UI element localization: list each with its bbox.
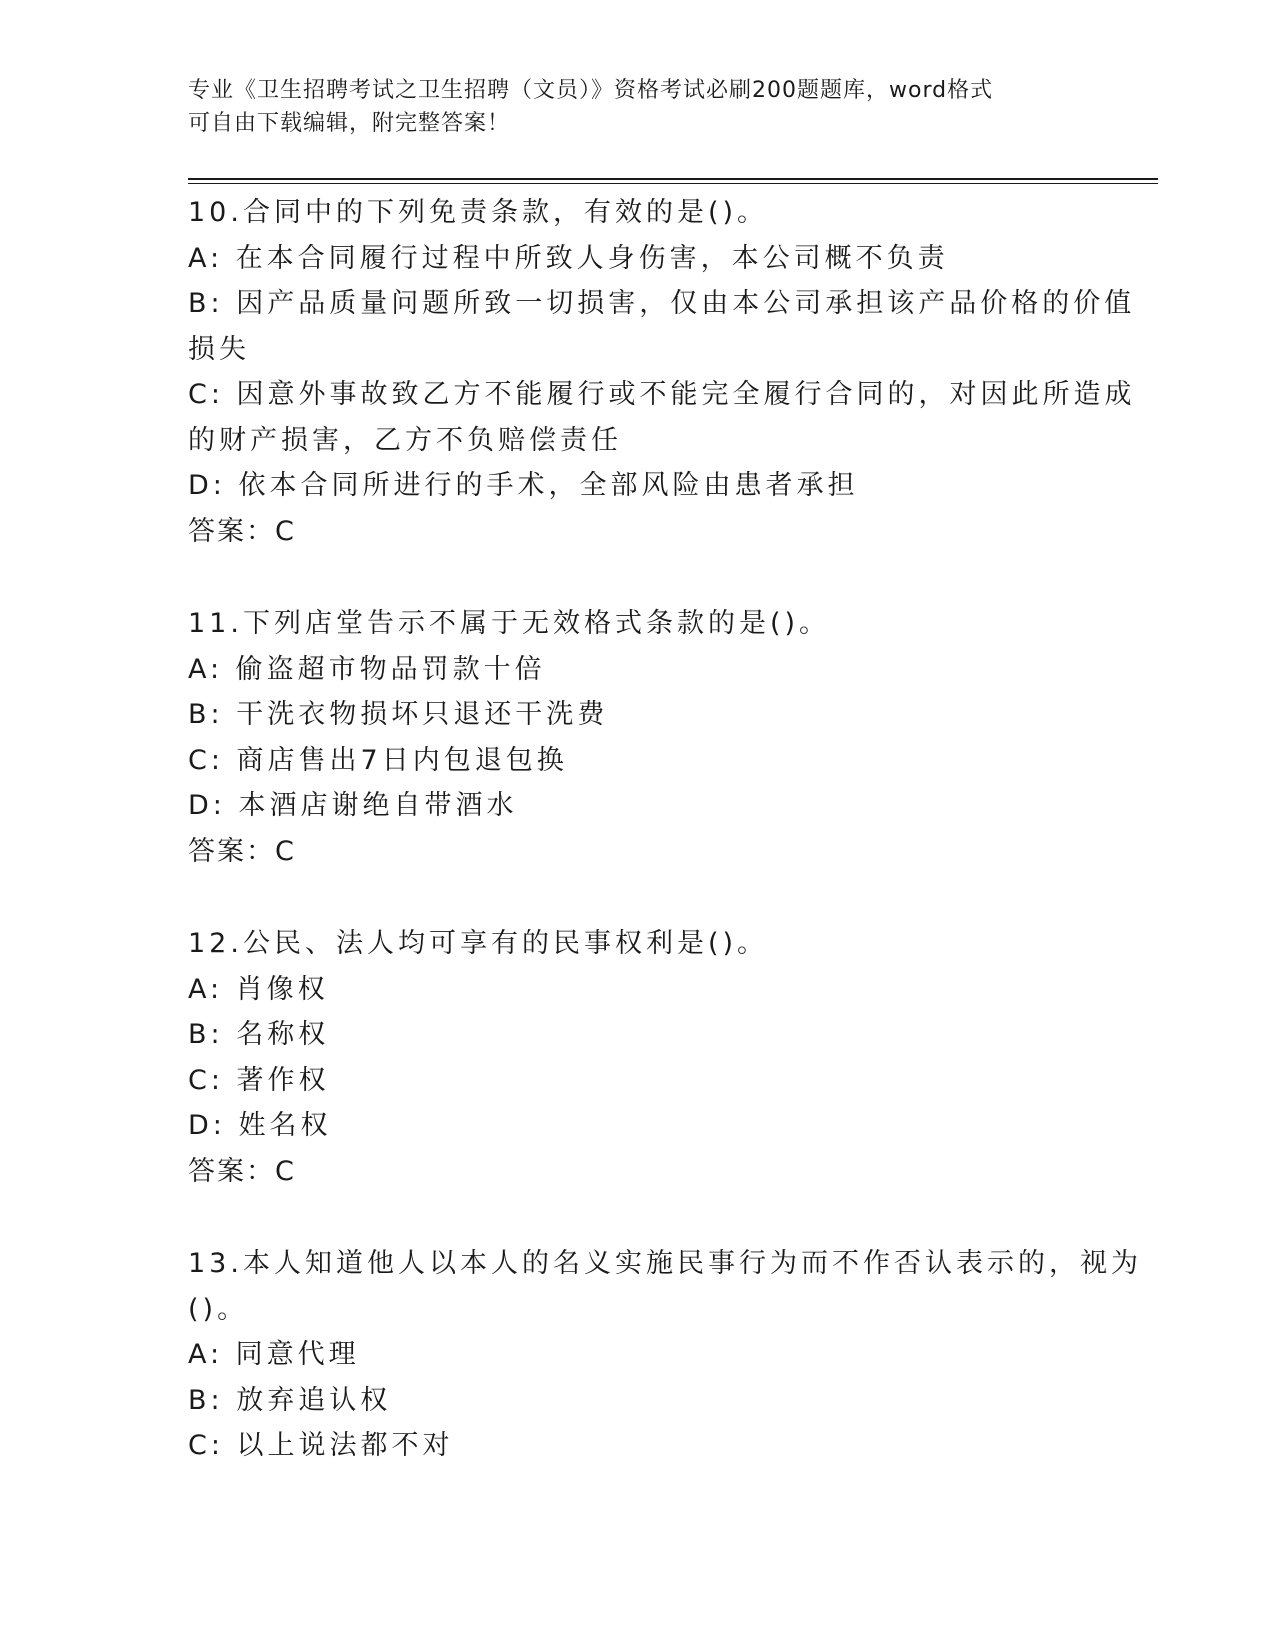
question-12 — [188, 921, 1088, 1194]
option-c: C: 著作权 — [188, 1064, 330, 1096]
question-stem: 12.公民、法人均可享有的民事权利是()。 — [188, 928, 769, 959]
question-stem: 11.下列店堂告示不属于无效格式条款的是()。 — [188, 608, 831, 639]
question-13 — [188, 1241, 1142, 1469]
option-c-continued: 的财产损害，乙方不负赔偿责任 — [188, 424, 622, 456]
option-d: D: 本酒店谢绝自带酒水 — [188, 790, 518, 821]
option-c: C: 因意外事故致乙方不能履行或不能完全履行合同的，对因此所造成 — [188, 379, 1136, 410]
question-stem-continued: ()。 — [188, 1293, 249, 1325]
answer: 答案：C — [188, 835, 296, 867]
header-title-line-2: 可自由下载编辑，附完整答案！ — [188, 111, 511, 136]
option-b: B: 名称权 — [188, 1019, 330, 1050]
option-a: A: 肖像权 — [188, 973, 329, 1005]
question-stem: 10.合同中的下列免责条款，有效的是()。 — [188, 197, 769, 228]
option-b: B: 放弃追认权 — [188, 1384, 392, 1416]
option-b-continued: 损失 — [188, 333, 250, 365]
option-a: A: 同意代理 — [188, 1339, 360, 1370]
document-header — [188, 74, 1068, 140]
header-divider-thin — [188, 183, 1158, 184]
option-a: A: 偷盗超市物品罚款十倍 — [188, 653, 546, 685]
option-b: B: 因产品质量问题所致一切损害，仅由本公司承担该产品价格的价值 — [188, 288, 1136, 319]
question-list — [188, 190, 1142, 1516]
header-divider-thick — [188, 178, 1158, 180]
header-title-line-1: 专业《卫生招聘考试之卫生招聘（文员）》资格考试必刷200题题库，word格式 — [188, 78, 994, 103]
option-d: D: 姓名权 — [188, 1110, 332, 1141]
option-a: A: 在本合同履行过程中所致人身伤害，本公司概不负责 — [188, 242, 949, 274]
question-11 — [188, 601, 1088, 874]
answer: 答案：C — [188, 515, 296, 547]
option-d: D: 依本合同所进行的手术，全部风险由患者承担 — [188, 470, 859, 501]
option-c: C: 商店售出7日内包退包换 — [188, 744, 568, 776]
option-b: B: 干洗衣物损坏只退还干洗费 — [188, 699, 609, 730]
question-stem: 13.本人知道他人以本人的名义实施民事行为而不作否认表示的，视为 — [188, 1248, 1142, 1279]
question-10 — [188, 190, 1136, 554]
answer: 答案：C — [188, 1155, 296, 1187]
option-c: C: 以上说法都不对 — [188, 1430, 454, 1461]
